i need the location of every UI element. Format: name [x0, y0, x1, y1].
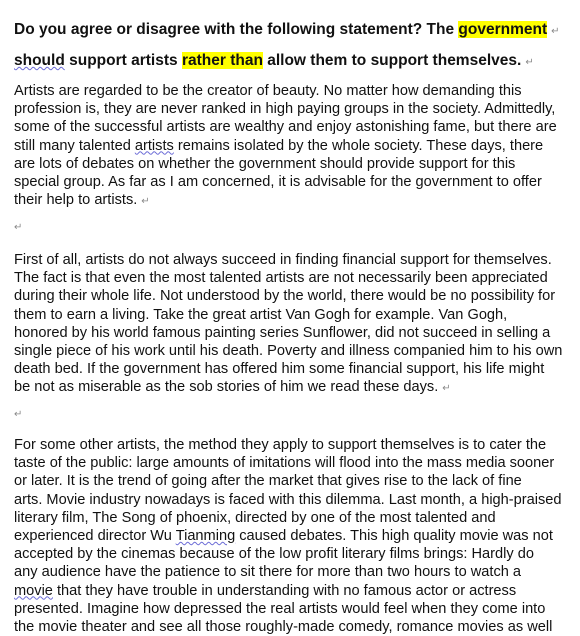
text-line: First of all, artists do not always succeed in finding financial support for themselves.	[14, 252, 552, 268]
text-run: experienced director Wu	[14, 527, 176, 544]
text-line	[14, 191, 574, 209]
text-line: Artists are regarded to be the creator of beauty. No matter how demanding this	[14, 83, 522, 99]
text-line: presented. Imagine how depressed the real artists would feel when they come into	[14, 600, 546, 617]
text-line: literary film, The Song of phoenix, directed by one of the most talented and	[14, 509, 496, 526]
spellcheck-word: movie	[14, 582, 53, 599]
prompt-text: support artists	[64, 52, 182, 69]
text-line: or later. It is the trend of going after the market that gives rise to the lack of fine	[14, 473, 522, 490]
text-line	[14, 527, 574, 545]
essay-prompt-line-1	[14, 19, 574, 43]
paragraph-mark-icon: ↵	[14, 409, 23, 420]
text-run: caused debates. This high quality movie was not	[235, 527, 553, 544]
text-line: The fact is that even the most talented artists are not necessarily been appreciated	[14, 270, 548, 287]
highlighted-text: government	[458, 21, 548, 38]
paragraph-mark-icon: ↵	[14, 222, 23, 233]
spellcheck-word: Tianming	[175, 527, 236, 544]
text-run: remains isolated by the whole society. These days, there	[173, 137, 544, 154]
prompt-text: allow them to support themselves.	[262, 52, 522, 69]
text-line: any audience have the patience to sit there for more than two hours to watch a	[14, 564, 522, 581]
paragraph-1	[14, 82, 574, 209]
spellcheck-word: artists	[134, 137, 174, 154]
text-run: that they have trouble in understanding with no famous actor or actress	[52, 582, 517, 599]
paragraph-mark-icon: ↵	[141, 196, 150, 208]
paragraph-mark-icon: ↵	[551, 26, 560, 37]
text-run: be not as miserable as the sob stories of him we read these days.	[14, 379, 439, 396]
paragraph-mark-icon: ↵	[442, 383, 451, 395]
text-line	[14, 137, 574, 155]
text-line: honored by his world famous painting series Sunflower, did not succeed in selling a	[14, 324, 551, 341]
text-line	[14, 378, 574, 396]
text-line: some of the successful artists are wealthy and enjoy astonishing fame, but there are	[14, 119, 557, 136]
essay-prompt-line-2	[14, 50, 574, 74]
text-line: death bed. If the government has offered him some financial support, his life might	[14, 361, 545, 378]
text-line: during their whole life. Not understood by the world, there would be no possibility for	[14, 288, 556, 305]
spellcheck-word: should	[14, 52, 65, 69]
text-line: special group. As far as I am concerned, it is advisable for the government to offer	[14, 173, 542, 190]
text-line: For some other artists, the method they apply to support themselves is to cater the	[14, 437, 547, 453]
paragraph-mark-icon: ↵	[525, 57, 534, 68]
text-line	[14, 582, 574, 600]
text-line: accepted by the cinemas because of the low profit literary films brings: Hardly do	[14, 546, 534, 563]
text-line: arts. Movie industry nowadays is faced with this dilemma. Last month, a high-praised	[14, 491, 562, 508]
text-line: them to earn a living. Take the great artist Van Gogh for example. Van Gogh,	[14, 306, 508, 323]
prompt-text: Do you agree or disagree with the following statement? The	[14, 21, 459, 38]
paragraph-2	[14, 251, 574, 397]
paragraph-3	[14, 436, 574, 636]
text-line: single piece of his work until his death. Poverty and illness companied him to his own	[14, 342, 563, 359]
text-run: still many talented	[14, 137, 135, 154]
highlighted-text: rather than	[181, 52, 263, 69]
text-run: their help to artists.	[14, 192, 138, 209]
text-line: profession is, they are never ranked in high paying groups in the society. Admittedly,	[14, 101, 556, 118]
text-line: taste of the public: large amounts of imitations will flood into the mass media sooner	[14, 455, 555, 472]
text-line: are lots of debates on whether the government should provide support for this	[14, 155, 516, 172]
text-line: the movie theater and see all those roughly-made comedy, romance movies as well	[14, 618, 553, 635]
